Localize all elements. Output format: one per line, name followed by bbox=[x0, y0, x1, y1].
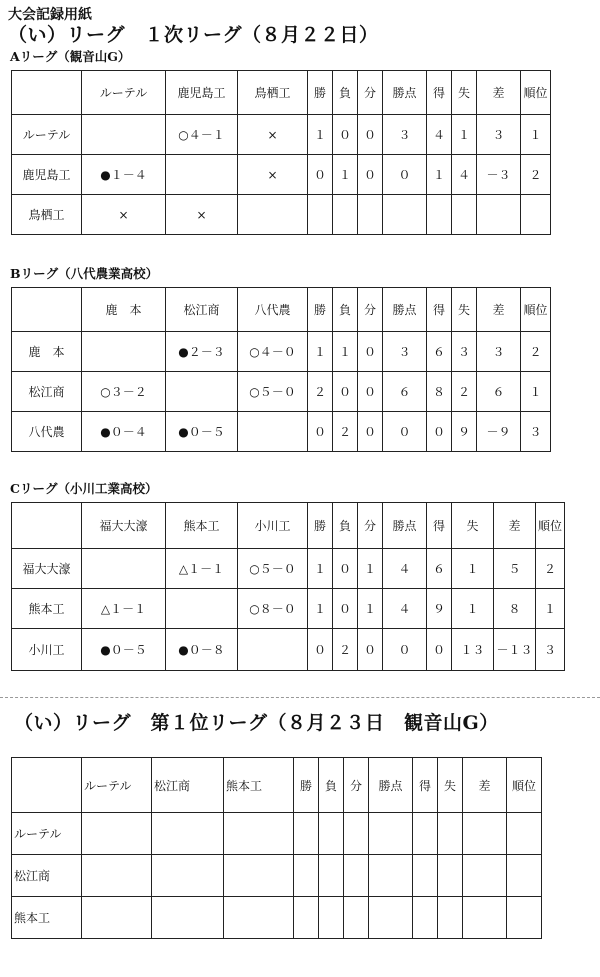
stat-column-header: 差 bbox=[463, 758, 507, 813]
result-cell: ●０－５ bbox=[166, 412, 238, 452]
stat-cell: １ bbox=[333, 332, 358, 372]
result-cell: × bbox=[238, 155, 308, 195]
team-column-header: 松江商 bbox=[166, 288, 238, 332]
result-cell: ●０－８ bbox=[166, 629, 238, 671]
team-row-header: 八代農 bbox=[12, 412, 82, 452]
result-cell: ●０－５ bbox=[82, 629, 166, 671]
document-label: 大会記録用紙 bbox=[8, 7, 92, 23]
stat-cell bbox=[358, 195, 383, 235]
stat-cell: １ bbox=[452, 115, 477, 155]
result-cell: ○８－０ bbox=[238, 589, 308, 629]
stat-cell: １ bbox=[333, 155, 358, 195]
stat-cell: １ bbox=[452, 549, 494, 589]
result-cell bbox=[82, 897, 152, 939]
stat-cell: ３ bbox=[383, 115, 427, 155]
stat-cell: １ bbox=[308, 589, 333, 629]
stat-cell: －１３ bbox=[494, 629, 536, 671]
stat-cell bbox=[319, 897, 344, 939]
final-league-title: （い）リーグ 第１位リーグ（８月２３日 観音山G） bbox=[14, 712, 499, 734]
stat-cell bbox=[413, 813, 438, 855]
team-column-header: 福大大濠 bbox=[82, 503, 166, 549]
stat-cell: ２ bbox=[333, 412, 358, 452]
stat-cell: １ bbox=[308, 115, 333, 155]
result-cell bbox=[82, 855, 152, 897]
stat-column-header: 勝点 bbox=[383, 71, 427, 115]
result-cell bbox=[224, 897, 294, 939]
final-league-table bbox=[11, 757, 542, 939]
result-cell bbox=[238, 412, 308, 452]
stat-cell: １ bbox=[427, 155, 452, 195]
stat-column-header: 差 bbox=[477, 71, 521, 115]
stat-column-header: 負 bbox=[333, 71, 358, 115]
result-cell bbox=[152, 813, 224, 855]
stat-cell bbox=[438, 897, 463, 939]
stat-cell: １３ bbox=[452, 629, 494, 671]
result-cell bbox=[166, 155, 238, 195]
stat-cell: １ bbox=[521, 115, 551, 155]
stat-cell bbox=[463, 813, 507, 855]
corner-cell bbox=[12, 503, 82, 549]
stat-cell: ０ bbox=[333, 115, 358, 155]
stat-cell bbox=[452, 195, 477, 235]
stat-column-header: 勝点 bbox=[383, 503, 427, 549]
stat-cell bbox=[507, 855, 542, 897]
stat-column-header: 分 bbox=[358, 503, 383, 549]
result-cell: ●１－４ bbox=[82, 155, 166, 195]
stat-cell: ４ bbox=[383, 589, 427, 629]
stat-cell: ０ bbox=[358, 412, 383, 452]
result-cell bbox=[224, 813, 294, 855]
stat-cell: ６ bbox=[427, 332, 452, 372]
stat-cell bbox=[438, 855, 463, 897]
result-cell bbox=[82, 115, 166, 155]
stat-cell: ２ bbox=[452, 372, 477, 412]
stat-cell bbox=[383, 195, 427, 235]
result-cell: ●０－４ bbox=[82, 412, 166, 452]
stat-cell: １ bbox=[358, 549, 383, 589]
league-c-label: Cリーグ（小川工業高校） bbox=[10, 481, 158, 496]
stat-cell bbox=[413, 855, 438, 897]
stat-cell bbox=[319, 855, 344, 897]
team-row-header: 福大大濠 bbox=[12, 549, 82, 589]
stat-cell bbox=[344, 897, 369, 939]
stat-column-header: 順位 bbox=[521, 288, 551, 332]
stat-cell: １ bbox=[536, 589, 565, 629]
stat-column-header: 差 bbox=[477, 288, 521, 332]
stat-cell bbox=[427, 195, 452, 235]
main-title: （い）リーグ １次リーグ（８月２２日） bbox=[8, 24, 379, 46]
stat-cell: ０ bbox=[358, 629, 383, 671]
stat-cell: ４ bbox=[383, 549, 427, 589]
result-cell: × bbox=[82, 195, 166, 235]
stat-cell: ０ bbox=[358, 115, 383, 155]
stat-column-header: 負 bbox=[333, 503, 358, 549]
header-row bbox=[12, 758, 542, 813]
team-row-header: ルーテル bbox=[12, 813, 82, 855]
result-cell bbox=[82, 813, 152, 855]
league-a-label: Aリーグ（観音山G） bbox=[10, 49, 131, 64]
table-row bbox=[12, 115, 551, 155]
stat-cell: ８ bbox=[494, 589, 536, 629]
stat-column-header: 順位 bbox=[536, 503, 565, 549]
result-cell bbox=[82, 332, 166, 372]
stat-cell: ５ bbox=[494, 549, 536, 589]
stat-column-header: 分 bbox=[358, 288, 383, 332]
stat-cell bbox=[333, 195, 358, 235]
stat-cell: ４ bbox=[427, 115, 452, 155]
team-row-header: 松江商 bbox=[12, 855, 82, 897]
stat-cell: ０ bbox=[383, 412, 427, 452]
stat-cell bbox=[477, 195, 521, 235]
team-column-header: 松江商 bbox=[152, 758, 224, 813]
result-cell: ○５－０ bbox=[238, 549, 308, 589]
stat-cell: ２ bbox=[521, 332, 551, 372]
stat-cell bbox=[507, 897, 542, 939]
league-b-table bbox=[11, 287, 551, 452]
stat-column-header: 勝点 bbox=[369, 758, 413, 813]
stat-cell: ２ bbox=[333, 629, 358, 671]
stat-cell: ０ bbox=[427, 412, 452, 452]
team-row-header: 熊本工 bbox=[12, 589, 82, 629]
stat-cell: ８ bbox=[427, 372, 452, 412]
table-row bbox=[12, 372, 551, 412]
team-column-header: 鳥栖工 bbox=[238, 71, 308, 115]
stat-cell bbox=[369, 855, 413, 897]
stat-column-header: 得 bbox=[427, 71, 452, 115]
stat-cell: １ bbox=[521, 372, 551, 412]
result-cell: ●２－３ bbox=[166, 332, 238, 372]
stat-cell: ０ bbox=[333, 372, 358, 412]
table-row bbox=[12, 629, 565, 671]
team-column-header: ルーテル bbox=[82, 758, 152, 813]
stat-column-header: 得 bbox=[427, 288, 452, 332]
header-row bbox=[12, 503, 565, 549]
stat-cell bbox=[294, 897, 319, 939]
table-row bbox=[12, 332, 551, 372]
table-row bbox=[12, 813, 542, 855]
stat-cell bbox=[369, 813, 413, 855]
stat-cell: ９ bbox=[452, 412, 477, 452]
league-a-table bbox=[11, 70, 551, 235]
result-cell: ○３－２ bbox=[82, 372, 166, 412]
result-cell bbox=[82, 549, 166, 589]
result-cell bbox=[152, 855, 224, 897]
result-cell bbox=[166, 372, 238, 412]
stat-cell: ０ bbox=[308, 629, 333, 671]
team-row-header: 鳥栖工 bbox=[12, 195, 82, 235]
team-column-header: 八代農 bbox=[238, 288, 308, 332]
team-row-header: 熊本工 bbox=[12, 897, 82, 939]
team-column-header: 鹿 本 bbox=[82, 288, 166, 332]
stat-column-header: 勝点 bbox=[383, 288, 427, 332]
stat-cell bbox=[413, 897, 438, 939]
result-cell: △１－１ bbox=[82, 589, 166, 629]
stat-cell: ９ bbox=[427, 589, 452, 629]
stat-column-header: 負 bbox=[319, 758, 344, 813]
corner-cell bbox=[12, 758, 82, 813]
corner-cell bbox=[12, 71, 82, 115]
team-column-header: ルーテル bbox=[82, 71, 166, 115]
stat-column-header: 得 bbox=[427, 503, 452, 549]
team-row-header: 鹿児島工 bbox=[12, 155, 82, 195]
stat-cell: ０ bbox=[308, 155, 333, 195]
stat-cell bbox=[521, 195, 551, 235]
header-row bbox=[12, 288, 551, 332]
result-cell: ○４－１ bbox=[166, 115, 238, 155]
stat-cell: １ bbox=[308, 332, 333, 372]
table-row bbox=[12, 412, 551, 452]
result-cell bbox=[224, 855, 294, 897]
stat-cell: ０ bbox=[383, 629, 427, 671]
stat-cell: ０ bbox=[383, 155, 427, 195]
stat-cell: －３ bbox=[477, 155, 521, 195]
stat-column-header: 差 bbox=[494, 503, 536, 549]
team-row-header: ルーテル bbox=[12, 115, 82, 155]
result-cell: ○４－０ bbox=[238, 332, 308, 372]
stat-cell: ０ bbox=[333, 549, 358, 589]
team-column-header: 小川工 bbox=[238, 503, 308, 549]
table-row bbox=[12, 549, 565, 589]
team-column-header: 熊本工 bbox=[224, 758, 294, 813]
stat-cell: ３ bbox=[452, 332, 477, 372]
stat-cell: ０ bbox=[358, 332, 383, 372]
result-cell bbox=[166, 589, 238, 629]
stat-column-header: 勝 bbox=[294, 758, 319, 813]
stat-cell: ６ bbox=[383, 372, 427, 412]
stat-cell: ４ bbox=[452, 155, 477, 195]
stat-cell bbox=[294, 855, 319, 897]
stat-cell: ０ bbox=[358, 155, 383, 195]
stat-cell bbox=[463, 897, 507, 939]
result-cell: ○５－０ bbox=[238, 372, 308, 412]
stat-column-header: 分 bbox=[344, 758, 369, 813]
stat-column-header: 順位 bbox=[507, 758, 542, 813]
section-divider bbox=[0, 697, 600, 698]
stat-column-header: 失 bbox=[438, 758, 463, 813]
stat-cell: ２ bbox=[536, 549, 565, 589]
stat-cell: １ bbox=[358, 589, 383, 629]
stat-cell: １ bbox=[308, 549, 333, 589]
stat-cell bbox=[438, 813, 463, 855]
stat-cell bbox=[369, 897, 413, 939]
team-row-header: 松江商 bbox=[12, 372, 82, 412]
result-cell bbox=[238, 629, 308, 671]
team-column-header: 熊本工 bbox=[166, 503, 238, 549]
team-row-header: 鹿 本 bbox=[12, 332, 82, 372]
stat-cell bbox=[344, 855, 369, 897]
stat-cell: ０ bbox=[333, 589, 358, 629]
stat-cell bbox=[294, 813, 319, 855]
result-cell: △１－１ bbox=[166, 549, 238, 589]
stat-cell: ３ bbox=[536, 629, 565, 671]
league-c-table bbox=[11, 502, 565, 671]
stat-cell: １ bbox=[452, 589, 494, 629]
stat-cell: ３ bbox=[477, 332, 521, 372]
stat-cell: －９ bbox=[477, 412, 521, 452]
table-row bbox=[12, 589, 565, 629]
stat-column-header: 勝 bbox=[308, 71, 333, 115]
stat-cell: ０ bbox=[358, 372, 383, 412]
table-row bbox=[12, 155, 551, 195]
result-cell bbox=[152, 897, 224, 939]
stat-column-header: 勝 bbox=[308, 503, 333, 549]
stat-cell bbox=[308, 195, 333, 235]
stat-column-header: 分 bbox=[358, 71, 383, 115]
stat-column-header: 失 bbox=[452, 503, 494, 549]
stat-cell: ０ bbox=[308, 412, 333, 452]
stat-column-header: 失 bbox=[452, 288, 477, 332]
stat-cell: ３ bbox=[383, 332, 427, 372]
stat-column-header: 勝 bbox=[308, 288, 333, 332]
table-row bbox=[12, 195, 551, 235]
stat-cell: ６ bbox=[477, 372, 521, 412]
stat-cell bbox=[319, 813, 344, 855]
result-cell: × bbox=[238, 115, 308, 155]
header-row bbox=[12, 71, 551, 115]
table-row bbox=[12, 897, 542, 939]
result-cell bbox=[238, 195, 308, 235]
stat-cell: ２ bbox=[521, 155, 551, 195]
stat-cell: ３ bbox=[521, 412, 551, 452]
stat-cell: ２ bbox=[308, 372, 333, 412]
stat-cell bbox=[507, 813, 542, 855]
stat-column-header: 失 bbox=[452, 71, 477, 115]
stat-cell: ６ bbox=[427, 549, 452, 589]
stat-cell bbox=[463, 855, 507, 897]
stat-cell: ０ bbox=[427, 629, 452, 671]
result-cell: × bbox=[166, 195, 238, 235]
league-b-label: Bリーグ（八代農業高校） bbox=[10, 266, 159, 281]
team-row-header: 小川工 bbox=[12, 629, 82, 671]
stat-cell bbox=[344, 813, 369, 855]
team-column-header: 鹿児島工 bbox=[166, 71, 238, 115]
corner-cell bbox=[12, 288, 82, 332]
stat-column-header: 負 bbox=[333, 288, 358, 332]
stat-column-header: 得 bbox=[413, 758, 438, 813]
table-row bbox=[12, 855, 542, 897]
stat-column-header: 順位 bbox=[521, 71, 551, 115]
stat-cell: ３ bbox=[477, 115, 521, 155]
